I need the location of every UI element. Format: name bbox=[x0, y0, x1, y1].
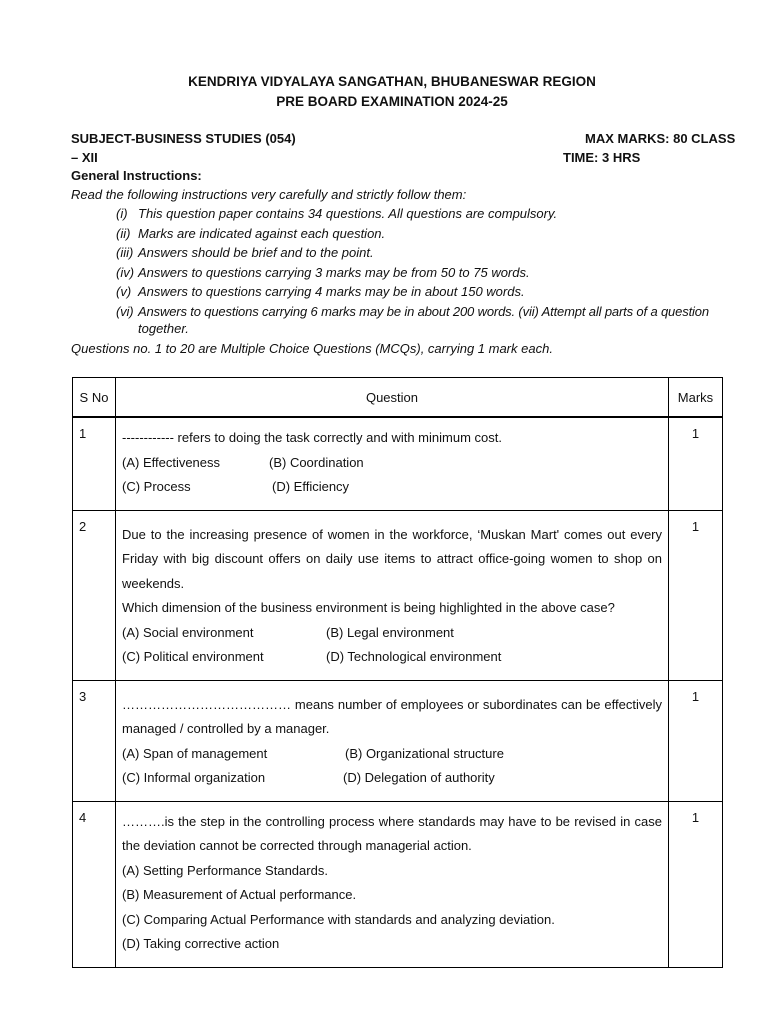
option: (A) Setting Performance Standards. bbox=[122, 862, 328, 878]
question-stem: ………………………………… means number of employees or subordinates can be effectively managed / controlled by a manager. bbox=[122, 696, 662, 736]
question-cell bbox=[116, 801, 669, 967]
option: (D) Technological environment bbox=[326, 649, 502, 664]
options-row bbox=[122, 621, 662, 646]
table-row bbox=[73, 680, 723, 801]
option: (C) Political environment bbox=[122, 649, 264, 664]
instruction-item bbox=[116, 321, 189, 336]
marks-header: Marks bbox=[669, 378, 723, 418]
instruction-item bbox=[116, 206, 557, 221]
table-header-row bbox=[73, 378, 723, 418]
question-number: 4 bbox=[73, 801, 116, 967]
option: (C) Process bbox=[122, 479, 191, 494]
question-header: Question bbox=[116, 378, 669, 418]
question-cell bbox=[116, 680, 669, 801]
option: (A) Span of management bbox=[122, 745, 268, 761]
options-row bbox=[122, 766, 662, 791]
instruction-text: Answers should be brief and to the point. bbox=[138, 245, 374, 260]
option: (A) Social environment bbox=[122, 624, 254, 640]
options-row bbox=[122, 475, 662, 500]
time-label: TIME: 3 HRS bbox=[563, 150, 641, 165]
instruction-item bbox=[116, 284, 525, 299]
option: (D) Taking corrective action bbox=[122, 936, 280, 951]
sno-header: S No bbox=[73, 378, 116, 418]
question-number: 3 bbox=[73, 680, 116, 801]
option: (D) Efficiency bbox=[272, 479, 350, 494]
options-row bbox=[122, 742, 662, 767]
option: (A) Effectiveness bbox=[122, 454, 221, 470]
question-marks: 1 bbox=[669, 680, 723, 801]
option: (B) Legal environment bbox=[326, 624, 454, 640]
organization-title: KENDRIYA VIDYALAYA SANGATHAN, BHUBANESWAR REGION bbox=[188, 74, 596, 89]
option: (C) Informal organization bbox=[122, 770, 266, 785]
class-label: – XII bbox=[71, 150, 98, 165]
instruction-text: together. bbox=[138, 321, 189, 336]
instruction-number: (vi) bbox=[116, 304, 134, 319]
question-number: 2 bbox=[73, 510, 116, 680]
question-stem: ------------ refers to doing the task correctly and with minimum cost. bbox=[122, 430, 502, 445]
instruction-item bbox=[116, 304, 709, 319]
question-number: 1 bbox=[73, 417, 116, 510]
question-cell bbox=[116, 510, 669, 680]
max-marks-label: MAX MARKS: 80 CLASS bbox=[585, 131, 736, 146]
instruction-number: (iv) bbox=[116, 265, 135, 280]
instruction-number: (v) bbox=[116, 284, 132, 299]
option: (C) Comparing Actual Performance with standards and analyzing deviation. bbox=[122, 911, 555, 927]
instruction-text: Answers to questions carrying 3 marks may be from 50 to 75 words. bbox=[138, 265, 530, 280]
instruction-text: This question paper contains 34 questions. All questions are compulsory. bbox=[138, 206, 558, 221]
instructions-intro: Read the following instructions very carefully and strictly follow them: bbox=[71, 187, 467, 202]
question-marks: 1 bbox=[669, 801, 723, 967]
mcq-note: Questions no. 1 to 20 are Multiple Choice Questions (MCQs), carrying 1 mark each. bbox=[71, 341, 553, 356]
table-row bbox=[73, 417, 723, 510]
table-row bbox=[73, 510, 723, 680]
instruction-number: (iii) bbox=[116, 245, 134, 260]
options-row bbox=[122, 645, 662, 670]
option: (D) Delegation of authority bbox=[343, 770, 495, 785]
subject-label: SUBJECT-BUSINESS STUDIES (054) bbox=[71, 131, 296, 146]
option: (B) Organizational structure bbox=[345, 745, 504, 761]
instruction-item bbox=[116, 265, 530, 280]
question-stem: ……….is the step in the controlling process where standards may have to be revised in case the deviation cannot be corrected through managerial action. bbox=[122, 813, 662, 853]
option: (B) Coordination bbox=[269, 454, 364, 470]
question-stem: Due to the increasing presence of women in the workforce, ‘Muskan Mart' comes out every Friday with big discount offers on daily use items to attract office-going women to shop on weekends. bbox=[122, 526, 662, 591]
question-subquestion: Which dimension of the business environment is being highlighted in the above case? bbox=[122, 600, 615, 615]
instruction-text: Answers to questions carrying 6 marks may be in about 200 words. (vii) Attempt all parts of a question bbox=[138, 304, 709, 319]
instruction-text: Answers to questions carrying 4 marks may be in about 150 words. bbox=[138, 284, 525, 299]
question-marks: 1 bbox=[669, 510, 723, 680]
question-table bbox=[72, 377, 723, 968]
instruction-number: (ii) bbox=[116, 226, 131, 241]
options-row bbox=[122, 451, 662, 476]
instruction-number: (i) bbox=[116, 206, 128, 221]
instruction-item bbox=[116, 226, 385, 241]
instruction-item bbox=[116, 245, 374, 260]
question-marks: 1 bbox=[669, 417, 723, 510]
table-row bbox=[73, 801, 723, 967]
question-cell bbox=[116, 417, 669, 510]
exam-title: PRE BOARD EXAMINATION 2024-25 bbox=[276, 94, 508, 109]
instruction-text: Marks are indicated against each question. bbox=[138, 226, 386, 241]
instructions-heading: General Instructions: bbox=[71, 168, 202, 183]
option: (B) Measurement of Actual performance. bbox=[122, 887, 357, 902]
